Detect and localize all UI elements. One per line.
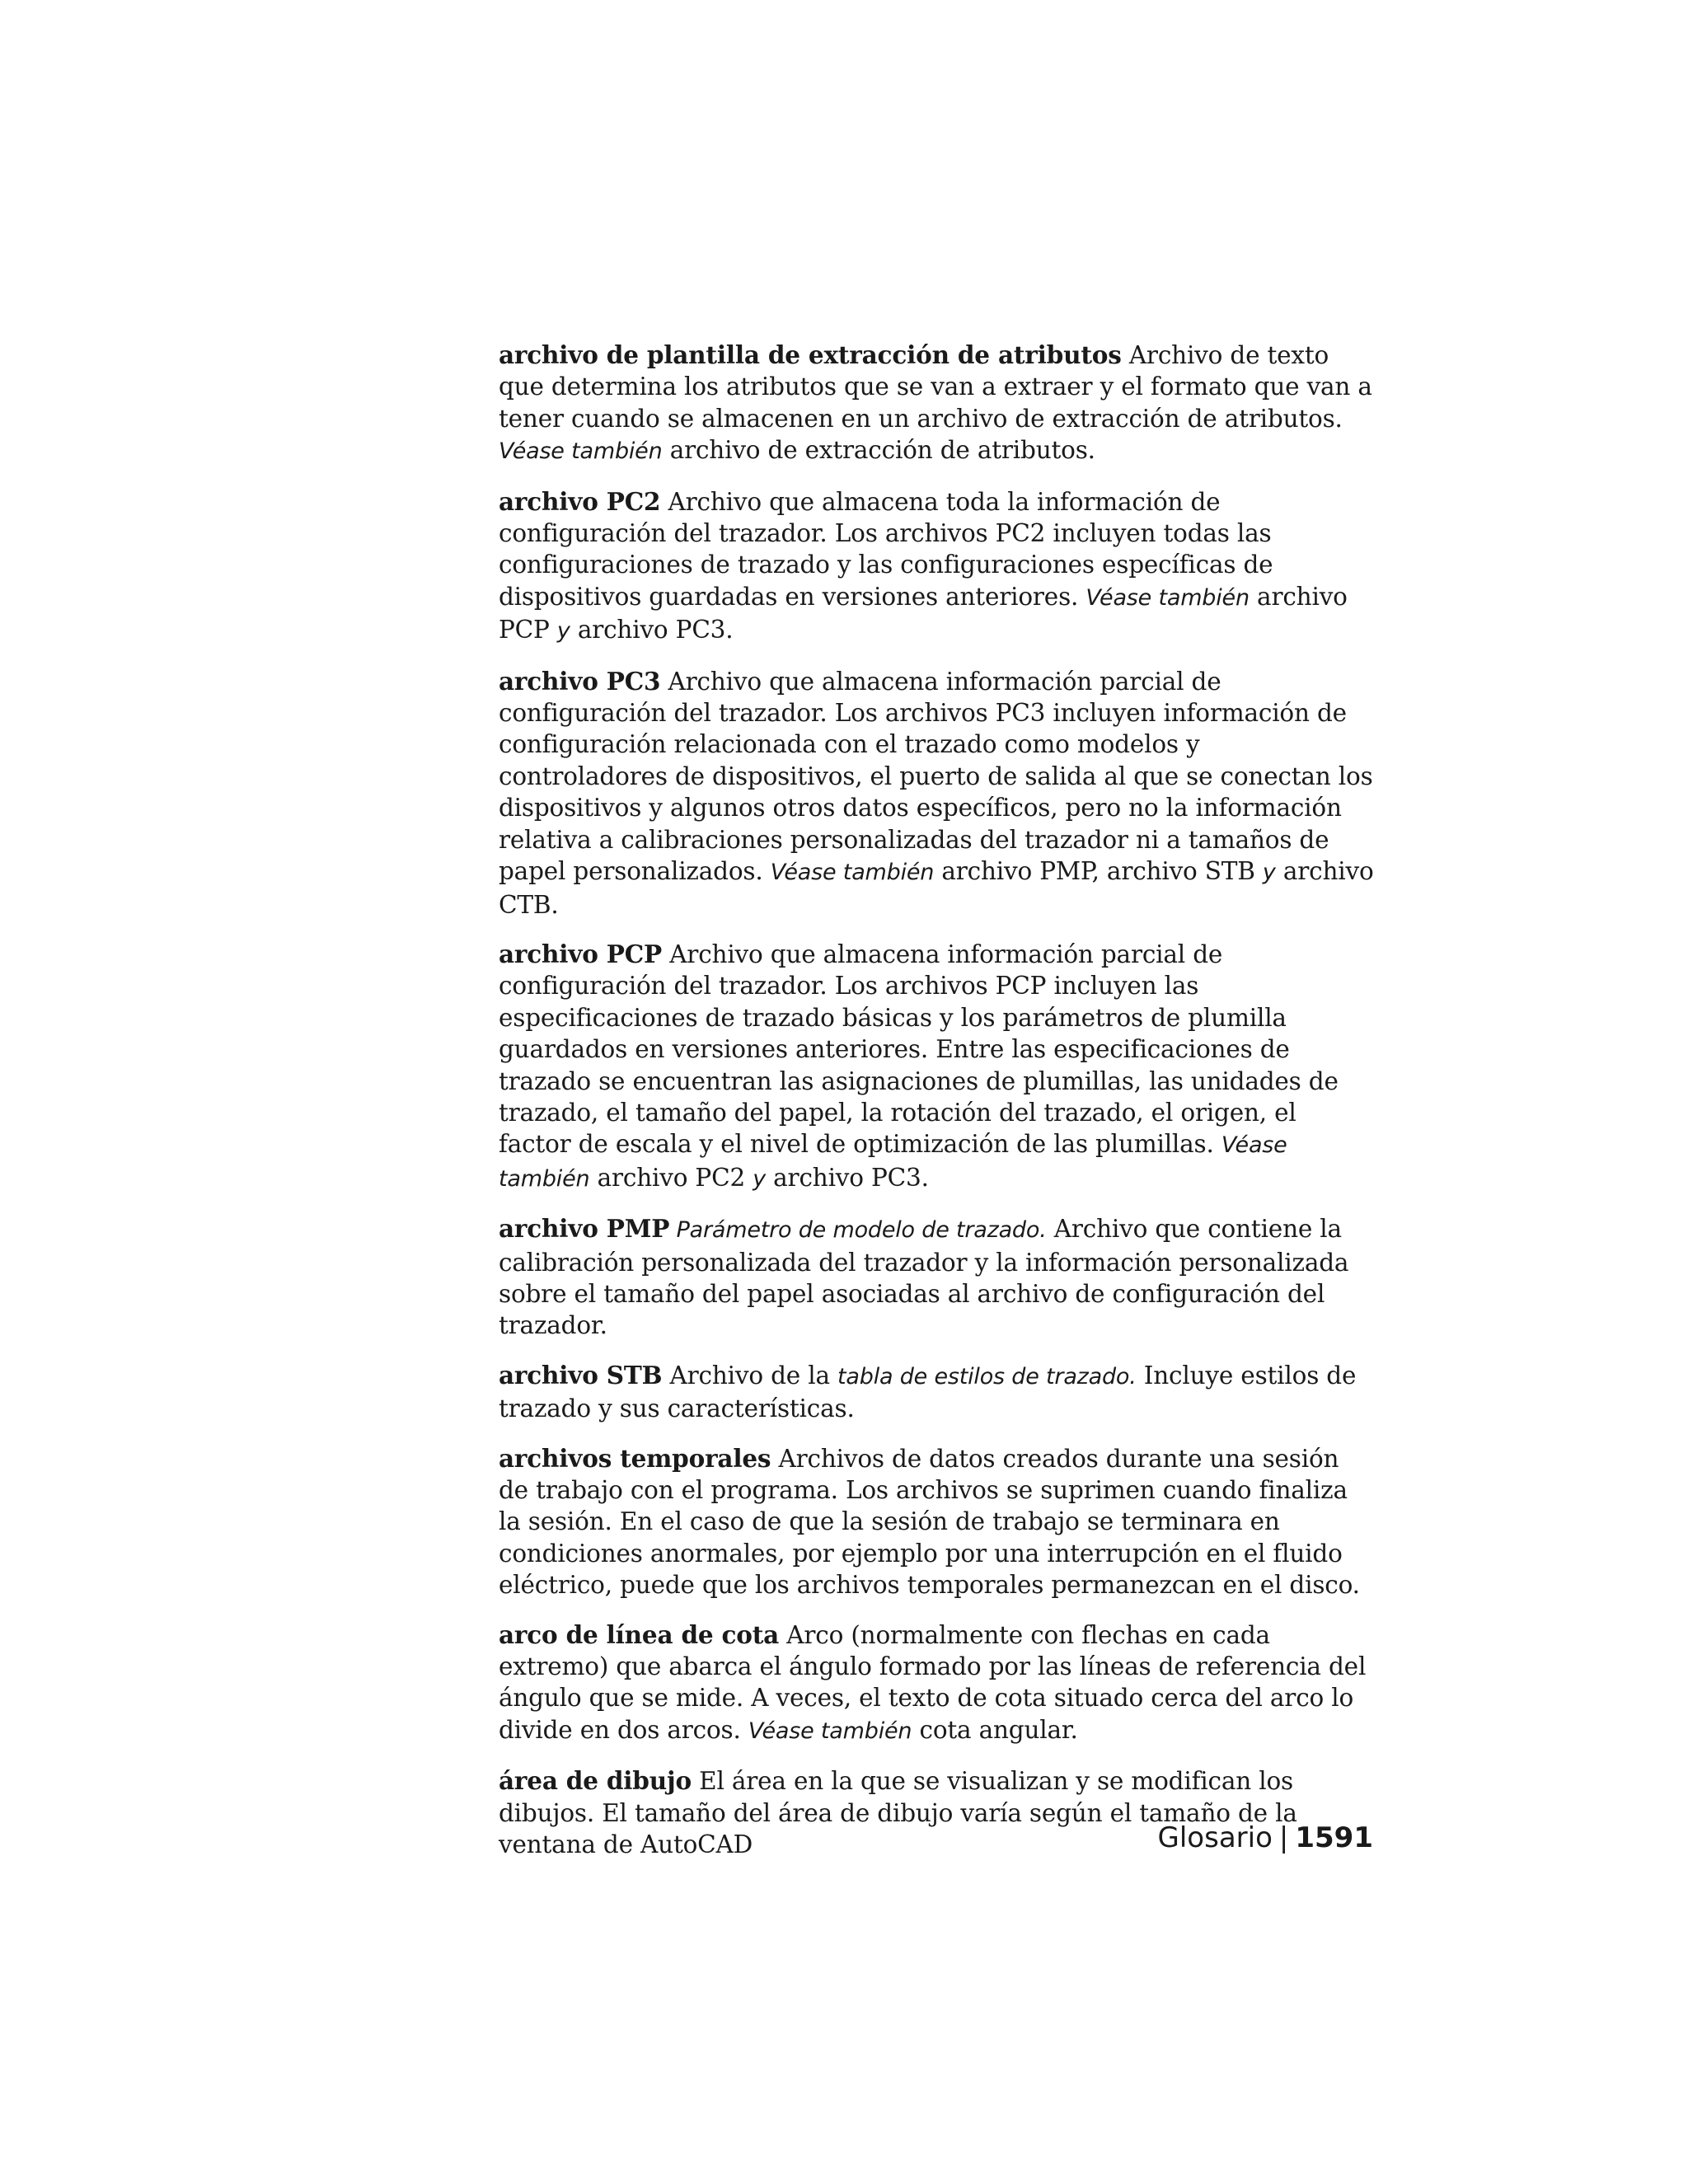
see-also-reference: archivo PC3. bbox=[570, 616, 734, 644]
entry-definition: Archivo que almacena información parcial de configuración del trazador. Los archivos PCP incluyen las especificaciones de trazado básicas y los parámetros de plumilla guardados en versiones anteriores. Entre las especificaciones de trazado se encuentran las asignaciones de plumillas, las unidades de trazado, el tamaño del papel, la rotación del trazado, el origen, el factor de escala y el nivel de optimización de las plumillas. bbox=[499, 940, 1339, 1159]
entry-expansion: Parámetro de modelo de trazado. bbox=[669, 1217, 1047, 1244]
entry-definition-start: Archivo de la bbox=[662, 1361, 838, 1390]
glossary-entry bbox=[499, 666, 1374, 921]
see-also-label: Véase también bbox=[770, 860, 935, 886]
entry-term: archivo PC2 bbox=[499, 486, 661, 516]
entry-term: archivos temporales bbox=[499, 1443, 771, 1473]
see-also-label: Véase también bbox=[499, 438, 663, 465]
entry-term: archivo STB bbox=[499, 1360, 663, 1390]
conjunction: y bbox=[556, 618, 570, 644]
glossary-body bbox=[499, 340, 1374, 1878]
glossary-entry bbox=[499, 939, 1374, 1195]
glossary-entry bbox=[499, 486, 1374, 648]
see-also-label: Véase también bbox=[748, 1718, 912, 1744]
see-also-reference: archivo CTB. bbox=[499, 857, 1374, 919]
entry-italic-phrase: tabla de estilos de trazado. bbox=[837, 1363, 1137, 1390]
entry-term: archivo PC3 bbox=[499, 666, 661, 696]
entry-term: archivo de plantilla de extracción de atributos bbox=[499, 340, 1122, 369]
glossary-entry bbox=[499, 340, 1374, 468]
entry-definition: Archivo de texto que determina los atributos que se van a extraer y el formato que van a tener cuando se almacenen en un archivo de extracción de atributos. bbox=[499, 341, 1372, 433]
see-also-label: Véase también bbox=[1085, 584, 1250, 611]
glossary-entry bbox=[499, 1619, 1374, 1748]
page-footer bbox=[1158, 1821, 1373, 1854]
glossary-entry bbox=[499, 1360, 1374, 1425]
footer-section-title: Glosario bbox=[1157, 1821, 1273, 1854]
see-also-reference: archivo PC2 bbox=[589, 1163, 753, 1192]
entry-definition: El área en la que se visualizan y se modifican los dibujos. El tamaño del área de dibujo varía según el tamaño de la ventana de AutoCAD bbox=[499, 1767, 1297, 1859]
entry-term: archivo PCP bbox=[499, 939, 663, 968]
entry-definition: Archivos de datos creados durante una sesión de trabajo con el programa. Los archivos se suprimen cuando finaliza la sesión. En el caso de que la sesión de trabajo se terminara en condiciones anormales, por ejemplo por una interrupción en el fluido eléctrico, puede que los archivos temporales permanezcan en el disco. bbox=[499, 1444, 1360, 1600]
see-also-label: Véase también bbox=[499, 1132, 1287, 1192]
footer-separator: | bbox=[1278, 1821, 1289, 1854]
see-also-reference: archivo PCP bbox=[499, 582, 1348, 644]
entry-definition: Incluye estilos de trazado y sus características. bbox=[499, 1361, 1357, 1423]
see-also-reference: archivo de extracción de atributos. bbox=[662, 436, 1095, 465]
entry-definition: Arco (normalmente con flechas en cada extremo) que abarca el ángulo formado por las líneas de referencia del ángulo que se mide. A veces, el texto de cota situado cerca del arco lo divide en dos arcos. bbox=[499, 1620, 1367, 1744]
conjunction: y bbox=[1262, 860, 1276, 886]
entry-term: archivo PMP bbox=[499, 1214, 670, 1244]
glossary-entry bbox=[499, 1443, 1374, 1601]
entry-term: arco de línea de cota bbox=[499, 1619, 780, 1649]
page-number: 1591 bbox=[1295, 1821, 1373, 1854]
entry-term: área de dibujo bbox=[499, 1766, 692, 1796]
see-also-reference: archivo PMP, archivo STB bbox=[934, 857, 1263, 886]
see-also-reference: cota angular. bbox=[912, 1715, 1078, 1744]
entry-definition: Archivo que almacena toda la información de configuración del trazador. Los archivos PC2 incluyen todas las configuraciones de trazado y las configuraciones específicas de dispositivos guardadas en versiones anteriores. bbox=[499, 487, 1273, 611]
entry-definition: Archivo que contiene la calibración personalizada del trazador y la información personalizada sobre el tamaño del papel asociadas al archivo de configuración del trazador. bbox=[499, 1215, 1349, 1340]
glossary-entry bbox=[499, 1213, 1374, 1342]
entry-definition: Archivo que almacena información parcial de configuración del trazador. Los archivos PC3 incluyen información de configuración relacionada con el trazado como modelos y controladores de dispositivos, el puerto de salida al que se conectan los dispositivos y algunos otros datos específicos, pero no la información relativa a calibraciones personalizadas del trazador ni a tamaños de papel personalizados. bbox=[499, 667, 1373, 886]
conjunction: y bbox=[753, 1165, 766, 1192]
see-also-reference: archivo PC3. bbox=[765, 1163, 929, 1192]
